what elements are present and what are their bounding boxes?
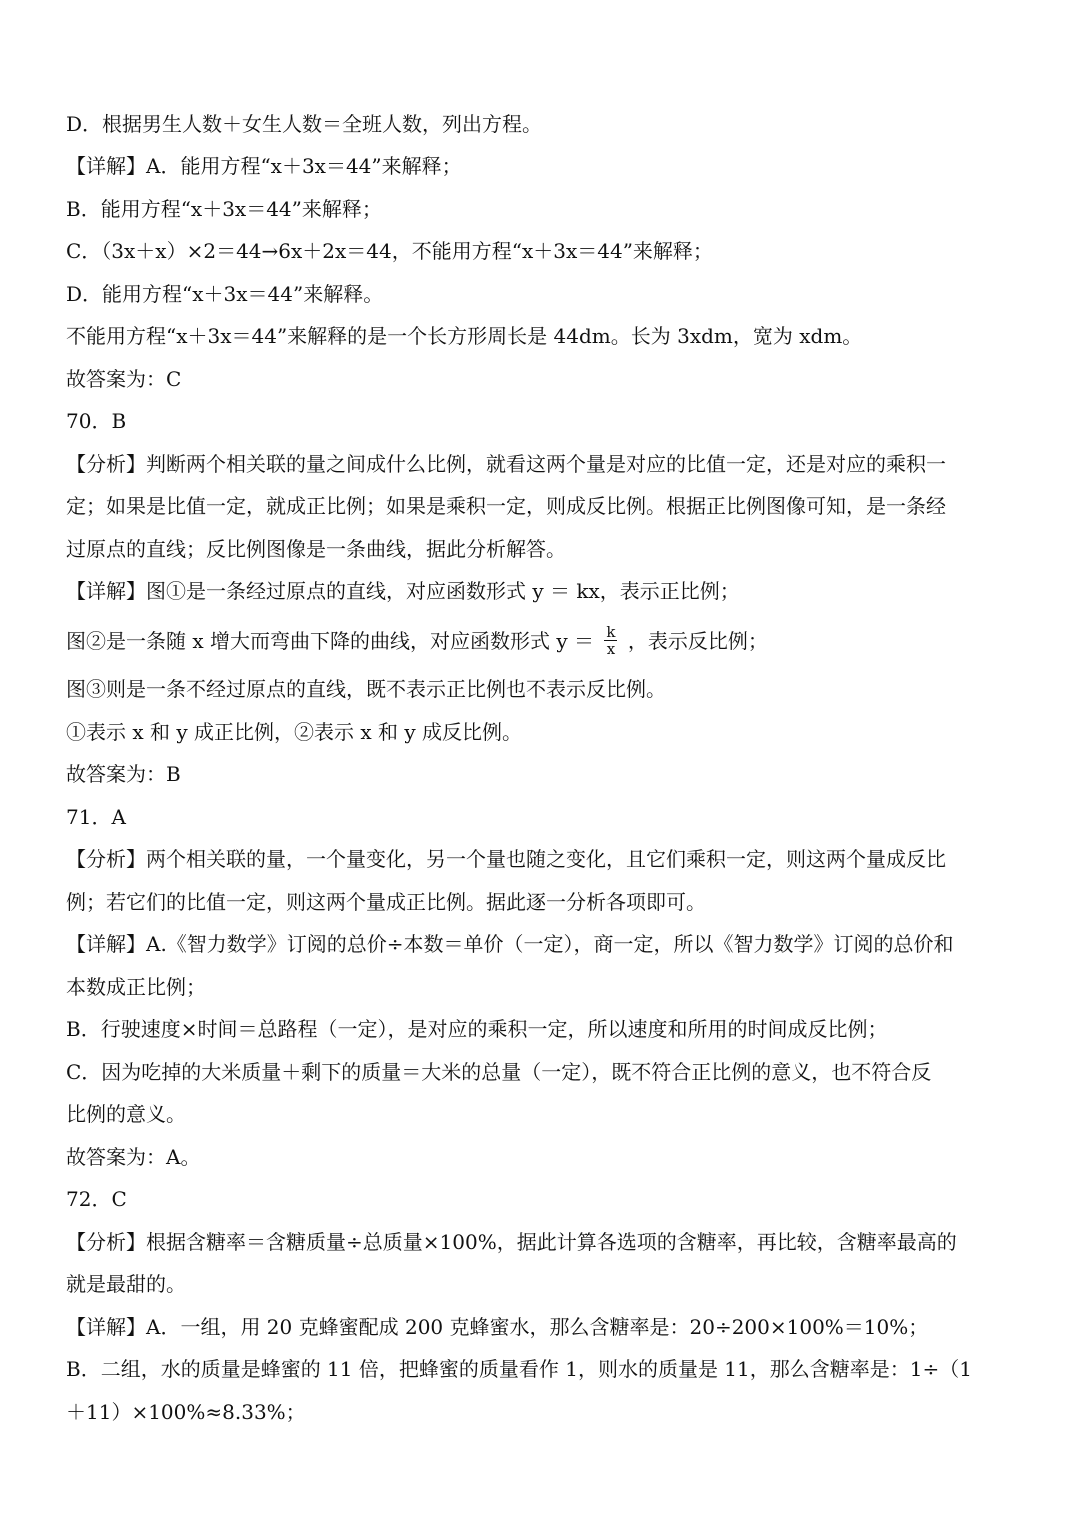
fraction-line-before: 图②是一条随 x 增大而弯曲下降的曲线，对应函数形式 y ＝	[66, 629, 595, 653]
text-line: 比例的意义。	[66, 1102, 186, 1126]
fraction-text-line	[66, 623, 768, 659]
question-number: 71．A	[66, 805, 126, 829]
text-line: ＋11）×100%≈8.33%；	[66, 1400, 306, 1424]
answer-line: 故答案为：C	[66, 367, 182, 391]
text-line: 【详解】A．一组，用 20 克蜂蜜配成 200 克蜂蜜水，那么含糖率是：20÷200×100%＝10%；	[66, 1315, 929, 1339]
text-line: 定；如果是比值一定，就成正比例；如果是乘积一定，则成反比例。根据正比例图像可知，是一条经	[66, 494, 946, 518]
fraction-numerator: k	[606, 623, 616, 641]
text-line: C．（3x＋x）×2＝44→6x＋2x＝44，不能用方程“x＋3x＝44”来解释；	[66, 239, 713, 263]
text-line: 不能用方程“x＋3x＝44”来解释的是一个长方形周长是 44dm。长为 3xdm，宽为 xdm。	[66, 324, 863, 348]
text-line: 本数成正比例；	[66, 975, 206, 999]
fraction-line-after: ，表示反比例；	[627, 629, 768, 653]
text-line: B．行驶速度×时间＝总路程（一定），是对应的乘积一定，所以速度和所用的时间成反比例；	[66, 1017, 888, 1041]
question-number: 72．C	[66, 1187, 127, 1211]
text-line: 过原点的直线；反比例图像是一条曲线，据此分析解答。	[66, 537, 566, 561]
text-line: B．二组，水的质量是蜂蜜的 11 倍，把蜂蜜的质量看作 1，则水的质量是 11，那么含糖率是：1÷（1	[66, 1357, 972, 1381]
text-line: D．能用方程“x＋3x＝44”来解释。	[66, 282, 384, 306]
text-line: ①表示 x 和 y 成正比例，②表示 x 和 y 成反比例。	[66, 720, 523, 744]
text-line: 【分析】根据含糖率＝含糖质量÷总质量×100%，据此计算各选项的含糖率，再比较，含糖率最高的	[66, 1230, 957, 1254]
question-number: 70．B	[66, 409, 127, 433]
text-line: 【分析】判断两个相关联的量之间成什么比例，就看这两个量是对应的比值一定，还是对应的乘积一	[66, 452, 946, 476]
text-line: 【详解】A.《智力数学》订阅的总价÷本数＝单价（一定），商一定，所以《智力数学》订阅的总价和	[66, 932, 954, 956]
text-line: C．因为吃掉的大米质量＋剩下的质量＝大米的总量（一定），既不符合正比例的意义，也不符合反	[66, 1060, 932, 1084]
fraction	[604, 624, 617, 657]
answer-line: 故答案为：B	[66, 762, 181, 786]
text-line: 例；若它们的比值一定，则这两个量成正比例。据此逐一分析各项即可。	[66, 890, 706, 914]
fraction-denominator: x	[606, 640, 616, 658]
text-line: 图③则是一条不经过原点的直线，既不表示正比例也不表示反比例。	[66, 677, 666, 701]
text-line: 【分析】两个相关联的量，一个量变化，另一个量也随之变化，且它们乘积一定，则这两个量成反比	[66, 847, 946, 871]
answer-line: 故答案为：A。	[66, 1145, 201, 1169]
text-line: D．根据男生人数＋女生人数＝全班人数，列出方程。	[66, 112, 543, 136]
text-line: 【详解】图①是一条经过原点的直线，对应函数形式 y ＝ kx，表示正比例；	[66, 579, 740, 603]
text-line: 就是最甜的。	[66, 1272, 186, 1296]
text-line: 【详解】A．能用方程“x＋3x＝44”来解释；	[66, 154, 462, 178]
text-line: B．能用方程“x＋3x＝44”来解释；	[66, 197, 382, 221]
